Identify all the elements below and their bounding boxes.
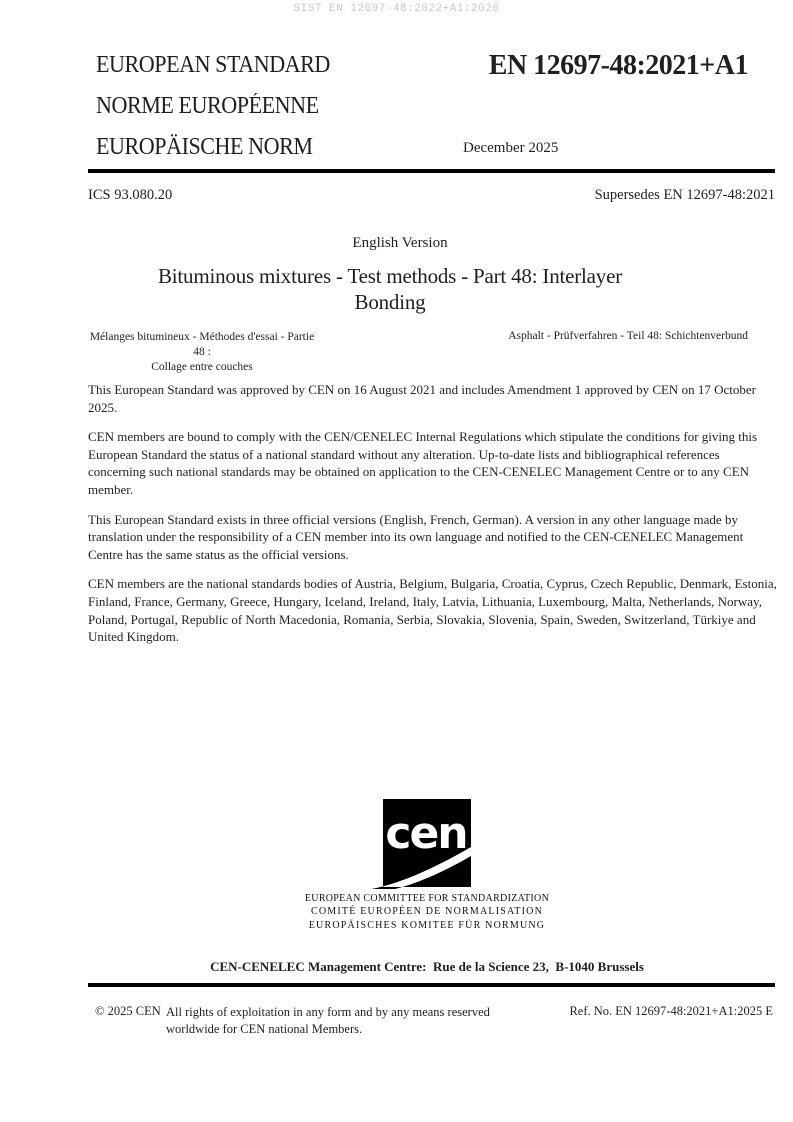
committee-caption-de: EUROPÄISCHES KOMITEE FÜR NORMUNG [308,919,546,931]
rights-statement-line2: worldwide for CEN national Members. [166,1021,363,1036]
cen-logo-text: cen [385,808,467,859]
paragraph-versions: This European Standard exists in three official versions (English, French, German). A version in any other language made by translation under the responsibility of a CEN member into its own language and notified to the CEN-CENELEC Management Centre has the same status as the official versions. [88,511,744,562]
meta-row [88,187,775,204]
paragraph-approval: This European Standard was approved by CEN on 16 August 2021 and includes Amendment 1 approved by CEN on 17 October 2025. [88,382,756,415]
cen-logo-graphic [371,799,471,889]
supersedes-note: Supersedes EN 12697-48:2021 [594,187,775,203]
paragraph-regulations: CEN members are bound to comply with the CEN/CENELEC Internal Regulations which stipulate the conditions for giving this European Standard the status of a national standard without any alteration. Up-to-date lists and bibliographical references concerning such national standards may be obtained on application to the CEN-CENELEC Management Centre or to any CEN member. [88,429,758,497]
subtitle-french [88,330,316,375]
header-title-de: EUROPÄISCHE NORM [96,134,313,160]
document-title-line2: Bonding [354,290,426,314]
footer-rule [88,983,775,987]
standard-number: EN 12697-48:2021+A1 [488,50,748,81]
header-title-fr: NORME EUROPÉENNE [96,93,319,119]
copyright-notice: © 2025 CEN [95,1004,161,1018]
body-paragraphs [88,381,778,658]
management-centre-address: CEN-CENELEC Management Centre: Rue de la Science 23, B-1040 Brussels [210,959,644,974]
header-titles [96,53,350,176]
rights-statement [166,1004,490,1037]
header-title-en: EUROPEAN STANDARD [96,52,330,78]
cen-logo [371,799,471,889]
rights-statement-line1: All rights of exploitation in any form and by any means reserved [166,1005,490,1019]
header-rule [88,169,775,173]
publication-date: December 2025 [463,140,559,156]
subtitle-german: Asphalt - Prüfverfahren - Teil 48: Schichtenverbund [508,330,748,342]
reference-number: Ref. No. EN 12697-48:2021+A1:2025 E [569,1004,773,1018]
version-label: English Version [352,235,448,251]
subtitle-french-line2: Collage entre couches [151,361,253,373]
document-title [110,263,670,315]
paragraph-members: CEN members are the national standards bodies of Austria, Belgium, Bulgaria, Croatia, Cyprus, Czech Republic, Denmark, Estonia, Finland, France, Germany, Greece, Hungary, Iceland, Ireland, Italy, Latvia, Lithuania, Luxembourg, Malta, Netherlands, Norway, Poland, Portugal, Republic of North Macedonia, Romania, Serbia, Slovakia, Slovenia, Spain, Sweden, Switzerland, Türkiye and United Kingdom. [88,576,777,645]
committee-caption-en: EUROPEAN COMMITTEE FOR STANDARDIZATION [304,893,550,904]
sist-watermark: SIST EN 12697-48:2022+A1:2026 [293,3,500,15]
ics-code: ICS 93.080.20 [88,187,173,203]
subtitle-french-line1: Mélanges bitumineux - Méthodes d'essai - Partie 48 : [89,331,315,358]
document-title-line1: Bituminous mixtures - Test methods - Part 48: Interlayer [157,264,623,288]
committee-caption-fr: COMITÉ EUROPÉEN DE NORMALISATION [310,906,543,918]
committee-captions [87,892,767,932]
